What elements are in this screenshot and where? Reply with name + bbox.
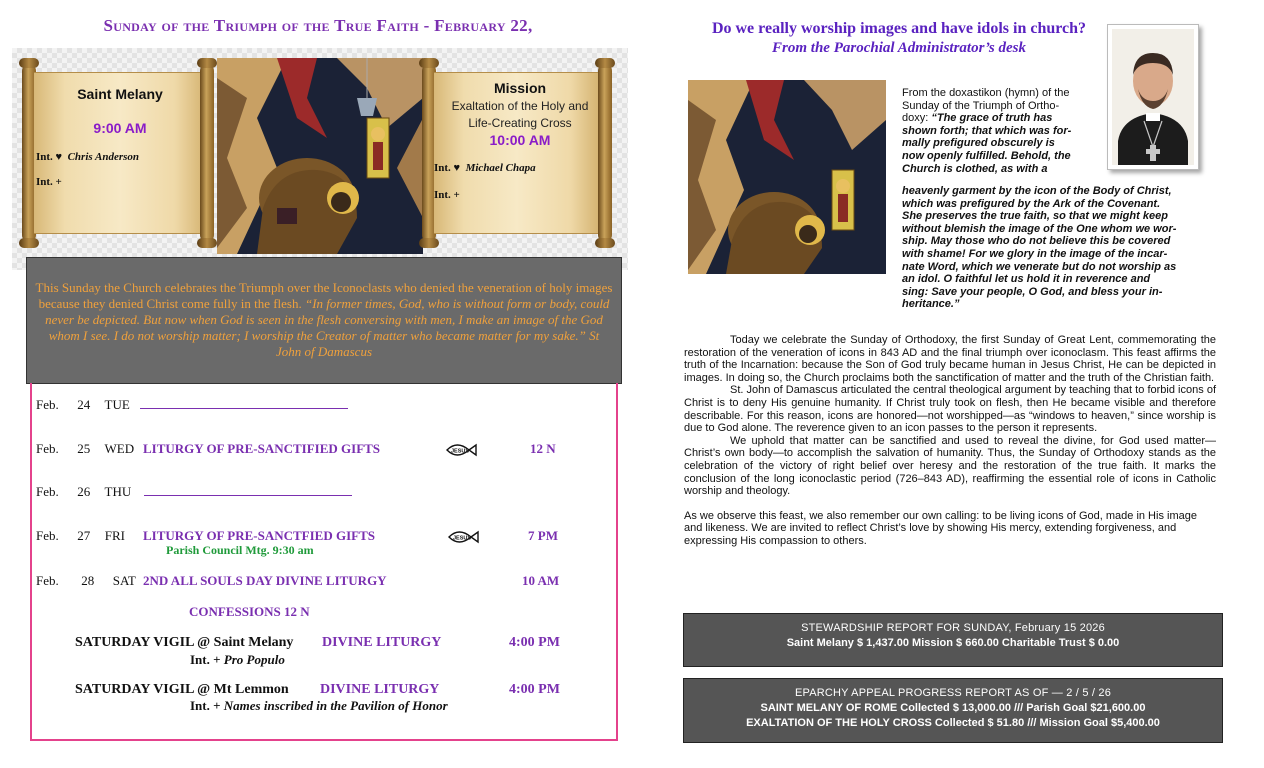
schedule-month: Feb. <box>36 573 59 588</box>
schedule-service <box>143 573 387 589</box>
saint-melany-intention-1 <box>36 151 139 163</box>
saint-melany-time: 9:00 AM <box>93 120 147 136</box>
hymn-line: She preserves the true faith, so that we might keep <box>902 210 1168 223</box>
eparchy-appeal-report <box>683 678 1223 743</box>
hymn-line: heavenly garment by the icon of the Body of Christ, <box>902 185 1172 197</box>
schedule-service <box>143 441 380 457</box>
hymn-line: which was prefigured by the Ark of the Covenant. <box>902 197 1161 210</box>
schedule-day: 28 <box>81 573 95 588</box>
mission-scroll <box>434 72 600 234</box>
schedule-time <box>522 573 559 589</box>
stewardship-heading: STEWARDSHIP REPORT FOR SUNDAY, February 15 2026 <box>801 622 1105 634</box>
schedule-dow: TUE <box>104 397 130 412</box>
schedule-row <box>36 528 125 544</box>
hymn-line: with shame! For we glory in the image of the incar- <box>902 247 1168 260</box>
intention-text: Names inscribed in the Pavilion of Honor <box>223 698 448 713</box>
vigil-service-name: DIVINE LITURGY <box>320 682 440 697</box>
schedule-row <box>36 441 134 457</box>
feast-intro: This Sunday the Church celebrates the Triumph over the Iconoclasts who denied the veneration of holy images because they denied Christ come fully in the flesh. <box>35 280 613 311</box>
service-name: LITURGY OF PRE-SANCTFIED GIFTS <box>143 528 375 543</box>
intention-prefix: Int. + <box>190 698 221 713</box>
hymn-line: now openly fulfilled. Behold, the <box>902 149 1071 162</box>
mission-intention-1 <box>434 162 536 174</box>
eparchy-line-1: SAINT MELANY OF ROME Collected $ 13,000.00 /// Parish Goal $21,600.00 <box>760 702 1146 714</box>
jesus-fish-icon <box>445 443 477 462</box>
hymn-line: without blemish the image of the One whom we wor- <box>902 222 1177 235</box>
schedule-month: Feb. <box>36 441 59 456</box>
hymn-line: From the doxastikon (hymn) of the <box>902 87 1070 99</box>
article-subtitle: From the Parochial Administrator’s desk <box>772 40 1026 56</box>
vigil-time <box>509 682 560 698</box>
hymn-line: sing: Save your people, O God, and bless your in- <box>902 285 1163 298</box>
vigil-label: SATURDAY VIGIL @ Saint Melany <box>75 635 294 650</box>
service-time: 7 PM <box>528 528 558 543</box>
schedule-row <box>36 397 130 413</box>
stewardship-amounts: Saint Melany $ 1,437.00 Mission $ 660.00 Charitable Trust $ 0.00 <box>786 637 1120 649</box>
vigil-intention <box>190 652 285 668</box>
mission-time: 10:00 AM <box>489 132 551 148</box>
priest-portrait <box>1112 29 1194 165</box>
vigil-intention <box>190 698 448 714</box>
schedule-dow: WED <box>104 441 135 456</box>
hymn-line: mally prefigured obscurely is <box>902 137 1055 150</box>
article-paragraph-4: As we observe this feast, we also remember our own calling: to be living icons of God, made in His image and likeness. We are invited to reflect Christ’s love by showing His mercy, extending forgiveness, and expressing His compassion to others. <box>684 509 1197 547</box>
schedule-row <box>36 573 136 589</box>
vigil-time-value: 4:00 PM <box>509 635 560 650</box>
article-title: Do we really worship images and have idols in church? <box>711 20 1087 37</box>
fish-label: JESUS <box>453 535 472 542</box>
saint-melany-title: Saint Melany <box>77 86 163 102</box>
hymn-text-narrow <box>902 87 1102 175</box>
schedule-blank <box>144 484 352 500</box>
feast-quote: “In former times, God, who is without form or body, could never be depicted. But now when God is seen in the flesh conversing with men, I make an image of the God whom I see. I do not worship matter; I worship the Creator of matter who became matter for my sake.” St John of Damascus <box>45 296 610 359</box>
vigil-time-value: 4:00 PM <box>509 682 560 697</box>
intention-prefix: Int. ♥ <box>36 151 63 163</box>
vigil-time <box>509 635 560 651</box>
intention-name: Michael Chapa <box>465 162 536 174</box>
eparchy-heading: EPARCHY APPEAL PROGRESS REPORT AS OF — 2 / 5 / 26 <box>794 687 1112 699</box>
schedule-day: 26 <box>77 484 91 499</box>
hymn-line: ship. May those who do not believe this be covered <box>902 235 1171 248</box>
intention-prefix: Int. ♥ <box>434 162 461 174</box>
parish-council-note: Parish Council Mtg. 9:30 am <box>166 543 314 557</box>
bulletin-title: Sunday of the Triumph of the True Faith - February 22, <box>103 16 533 35</box>
stewardship-report <box>683 613 1223 667</box>
service-name: 2ND ALL SOULS DAY DIVINE LITURGY <box>143 573 387 588</box>
schedule-month: Feb. <box>36 397 59 412</box>
article-paragraph-3: We uphold that matter can be sanctified and used to reveal the divine, for God used matter—Christ’s own body—to accomplish the salvation of humanity. Thus, the Sunday of Orthodoxy stands as the celebration of the victory of right belief over heresy and the restoration of the true faith. It marks the conclusion of the long iconoclastic period (726–843 AD), reaffirming the essential role of icons in Catholic worship and theology. <box>684 434 1216 498</box>
icon-illustration <box>217 58 423 254</box>
triumph-icon-image <box>217 58 423 254</box>
vigil-service-name: DIVINE LITURGY <box>322 635 442 650</box>
saint-melany-intention-2: Int. + <box>36 176 62 188</box>
eparchy-line-2: EXALTATION OF THE HOLY CROSS Collected $ 51.80 /// Mission Goal $5,400.00 <box>746 717 1160 729</box>
hymn-line: heritance.” <box>902 298 960 311</box>
service-name: LITURGY OF PRE-SANCTIFIED GIFTS <box>143 441 381 456</box>
schedule-time <box>530 441 556 457</box>
schedule-day: 25 <box>77 441 91 456</box>
schedule-dow: FRI <box>104 528 125 543</box>
schedule-month: Feb. <box>36 484 59 499</box>
hymn-line: shown forth; that which was for- <box>902 124 1072 137</box>
vigil-service <box>320 682 439 698</box>
schedule-row <box>36 484 131 500</box>
schedule-service <box>143 528 375 544</box>
service-time: 12 N <box>530 441 556 456</box>
article-paragraph-1: Today we celebrate the Sunday of Orthodoxy, the first Sunday of Great Lent, commemorating the restoration of the veneration of icons in 843 AD and the final triumph over iconoclasm. This feast affirms the truth of the Incarnation: because the Son of God truly became human in Jesus Christ, He can be depicted in images. In doing so, the Church proclaims both the sanctification of matter and the truth of the Christian faith. <box>684 334 1216 384</box>
schedule-dow: THU <box>104 484 132 499</box>
fish-label: JESUS <box>451 448 470 455</box>
confessions-line: CONFESSIONS 12 N <box>189 604 310 619</box>
vigil-label: SATURDAY VIGIL @ Mt Lemmon <box>75 682 289 697</box>
intention-name: Chris Anderson <box>67 151 140 163</box>
intention-text: Pro Populo <box>223 652 285 667</box>
hymn-line: doxy: “The grace of truth has <box>902 112 1053 125</box>
hymn-line: nate Word, which we venerate but do not worship as <box>902 260 1177 273</box>
schedule-time <box>528 528 558 544</box>
schedule-month: Feb. <box>36 528 59 543</box>
mission-subtitle-line2: Life-Creating Cross <box>468 116 572 130</box>
hymn-line: Church is clothed, as with a <box>902 162 1048 175</box>
service-time: 10 AM <box>522 573 560 588</box>
schedule-dow: SAT <box>112 573 136 588</box>
mission-intention-2: Int. + <box>434 189 460 201</box>
schedule-day: 27 <box>77 528 91 543</box>
intention-prefix: Int. + <box>190 652 221 667</box>
hymn-line: Sunday of the Triumph of Ortho- <box>902 99 1060 112</box>
schedule-day: 24 <box>77 397 91 412</box>
schedule-blank <box>140 397 348 413</box>
administrator-photo <box>1107 24 1199 170</box>
hymn-line: an idol. O faithful let us hold it in reverence and <box>902 273 1151 286</box>
article-paragraph-2: St. John of Damascus articulated the central theological argument by teaching that to forbid icons of Christ is to deny His genuine humanity. If Christ truly took on flesh, then He became visible and therefore describable. For this reason, icons are honored—not worshipped—as “windows to heaven,” since worship is due to God alone. The reverence given to an icon passes to the person it represents. <box>684 384 1216 435</box>
hymn-text-wide <box>902 185 1220 311</box>
mission-title: Mission <box>493 80 547 96</box>
icon-illustration <box>688 80 886 274</box>
mission-subtitle-line1: Exaltation of the Holy and <box>451 99 589 113</box>
vigil-service <box>322 635 441 651</box>
article-body <box>684 334 1216 548</box>
jesus-fish-icon <box>447 530 479 549</box>
feast-description-box <box>26 257 622 384</box>
triumph-icon-image-small <box>688 80 886 274</box>
